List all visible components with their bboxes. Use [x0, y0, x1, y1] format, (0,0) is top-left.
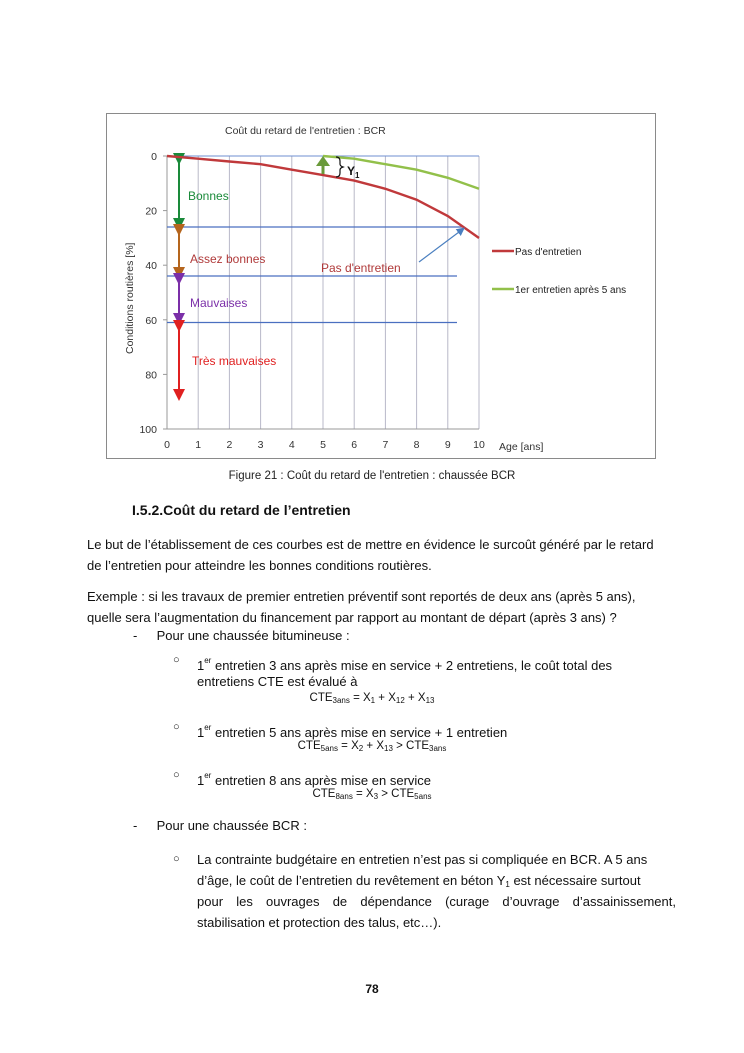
- legend-entretien-5-ans: 1er entretien après 5 ans: [515, 285, 627, 296]
- zone-label-assez-bonnes: Assez bonnes: [190, 252, 266, 266]
- sublist-item-bcr: [173, 849, 676, 870]
- zone-label-tres-mauvaises: Très mauvaises: [192, 354, 277, 368]
- ordinal-number: 1: [197, 658, 205, 673]
- ordinal-suffix: er: [204, 771, 212, 780]
- circle-bullet-icon: ○: [173, 721, 180, 733]
- x-tick-label: 8: [413, 439, 420, 451]
- dash-bullet: -: [133, 628, 138, 643]
- maintenance-up-arrow: [316, 156, 330, 174]
- item-text: est nécessaire surtout: [509, 873, 641, 888]
- example-line1: Exemple : si les travaux de premier entretien préventif sont reportés de deux ans (après 5 ans),: [87, 589, 636, 604]
- chart-title: Coût du retard de l'entretien : BCR: [225, 125, 386, 137]
- page-number: 78: [365, 982, 379, 996]
- sublist-item-bcr-line3: [173, 891, 676, 912]
- x-tick-label: 9: [444, 439, 451, 451]
- item-text: d’âge, le coût de l’entretien du revêtement en béton Y: [197, 873, 506, 888]
- y-tick-label: 40: [145, 260, 157, 273]
- section-title: I.5.2.Coût du retard de l’entretien: [132, 502, 351, 518]
- grid-lines: [198, 156, 479, 429]
- item-text: entretien 8 ans après mise en service: [211, 773, 432, 788]
- sublist-item-3ans-line2: [173, 671, 676, 692]
- circle-bullet-icon: ○: [173, 853, 180, 865]
- x-axis-label: Age [ans]: [499, 441, 544, 453]
- zone-label-bonnes: Bonnes: [188, 189, 229, 203]
- x-tick-label: 5: [320, 439, 326, 451]
- bitumineuse-label: Pour une chaussée bitumineuse :: [156, 628, 350, 643]
- circle-bullet-icon: ○: [173, 769, 180, 781]
- y-tick-label: 60: [145, 314, 157, 327]
- subscript: 1: [505, 880, 510, 889]
- annotation-pas-entretien: Pas d'entretien: [321, 261, 401, 275]
- item-text: entretien 5 ans après mise en service + 1 entretien: [211, 725, 508, 740]
- formula-cte-8ans: $CTE_{8ans} = X_3 > CTE_{5ans}$: [312, 788, 432, 801]
- y-tick-label: 20: [145, 205, 157, 218]
- x-tick-label: 4: [288, 439, 295, 451]
- bcr-label: Pour une chaussée BCR :: [156, 818, 307, 833]
- x-tick-label: 6: [351, 439, 358, 451]
- y-tick-label: 0: [151, 151, 157, 163]
- y-tick-label: 100: [139, 424, 157, 436]
- x-tick-label: 1: [195, 439, 202, 451]
- figure-caption: Figure 21 : Coût du retard de l'entretien : chaussée BCR: [228, 470, 516, 482]
- ordinal-suffix: er: [204, 723, 212, 732]
- x-tick-label: 2: [226, 439, 233, 451]
- y1-annotation: $Y_1$: [347, 164, 360, 180]
- x-tick-label: 3: [257, 439, 264, 451]
- x-tick-label: 10: [473, 439, 485, 451]
- item-text: entretiens CTE est évalué à: [197, 674, 358, 689]
- item-text: pour les ouvrages de dépendance (curage d’ouvrage d’assainissement,: [197, 894, 676, 909]
- y-tick-label: 80: [145, 369, 157, 382]
- line-chart: [107, 114, 657, 460]
- legend-pas-entretien: Pas d'entretien: [515, 247, 582, 258]
- ordinal-number: 1: [197, 773, 205, 788]
- y-axis-label: Conditions routières [%]: [124, 242, 136, 354]
- circle-bullet-icon: ○: [173, 654, 180, 666]
- item-text: stabilisation et protection des talus, etc…).: [197, 915, 442, 930]
- sublist-item-bcr-line4: [173, 912, 676, 933]
- formula-cte-3ans: $CTE_{3ans} = X_1 + X_{12} + X_{13}$: [309, 692, 435, 705]
- intro-paragraph-line2: de l’entretien pour atteindre les bonnes conditions routières.: [87, 558, 432, 573]
- annotation-arrow: [419, 229, 463, 262]
- ordinal-suffix: er: [204, 656, 212, 665]
- example-line2: quelle sera l’augmentation du financement par rapport au montant de départ (après 3 ans) ?: [87, 610, 617, 625]
- list-item-bitumineuse: [133, 628, 350, 643]
- x-tick-label: 0: [164, 439, 170, 451]
- y1-brace: [336, 157, 343, 177]
- intro-paragraph-line1: Le but de l’établissement de ces courbes est de mettre en évidence le surcoût généré par le retard: [87, 537, 654, 552]
- dash-bullet: -: [133, 818, 138, 833]
- legend: [492, 247, 626, 296]
- formula-cte-5ans: $CTE_{5ans} = X_2 + X_{13} > CTE_{3ans}$: [297, 740, 447, 753]
- ordinal-number: 1: [197, 725, 205, 740]
- chart-figure: [106, 113, 656, 459]
- list-item-bcr: [133, 818, 307, 833]
- item-text: La contrainte budgétaire en entretien n’est pas si compliquée en BCR. A 5 ans: [197, 852, 648, 867]
- item-text: entretien 3 ans après mise en service + 2 entretiens, le coût total des: [211, 658, 613, 673]
- zone-label-mauvaises: Mauvaises: [190, 296, 248, 310]
- x-tick-label: 7: [382, 439, 389, 451]
